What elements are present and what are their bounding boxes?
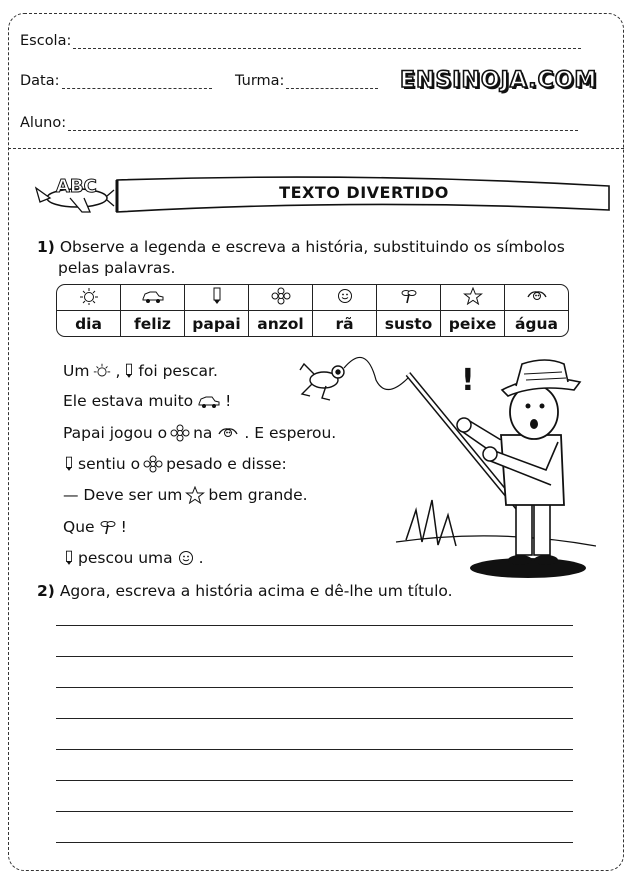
story-text: Ele estava muito <box>63 392 194 410</box>
student-input-line[interactable] <box>68 117 578 131</box>
legend-table <box>56 284 569 337</box>
site-logo: ENSINOJA.COM <box>400 68 598 93</box>
legend-word: peixe <box>441 311 505 336</box>
q1-text-line2: pelas palavras. <box>58 259 176 277</box>
sun-icon <box>78 287 100 305</box>
date-label: Data: <box>20 73 60 89</box>
pencil-icon <box>210 287 224 305</box>
legend-cell-smiley <box>313 285 377 311</box>
boy-fishing-illustration <box>296 350 596 585</box>
pencil-icon <box>63 549 75 567</box>
legend-word: água <box>514 314 559 333</box>
story-text: ! <box>225 392 232 410</box>
story-text: pescou uma <box>78 549 173 567</box>
car-icon <box>196 392 222 410</box>
writing-line[interactable] <box>56 625 573 626</box>
pencil-icon <box>123 362 135 380</box>
legend-cell-flower <box>249 285 313 311</box>
legend-cell-pencil <box>185 285 249 311</box>
bug-icon <box>98 518 118 536</box>
legend-word: susto <box>377 311 441 336</box>
story-line-2 <box>63 392 231 410</box>
legend-word-row <box>57 311 568 336</box>
writing-line[interactable] <box>56 842 573 843</box>
writing-line[interactable] <box>56 718 573 719</box>
school-field[interactable] <box>20 33 581 49</box>
story-text: pesado e disse: <box>166 455 287 473</box>
smiley-icon <box>335 287 355 305</box>
pencil-icon <box>63 455 75 473</box>
legend-word: feliz <box>121 311 185 336</box>
flower-icon <box>143 455 163 473</box>
legend-cell-sun <box>57 285 121 311</box>
story-line-7 <box>63 549 204 567</box>
story-line-6 <box>63 518 127 536</box>
bird-icon <box>524 287 550 305</box>
star-icon <box>185 486 205 504</box>
writing-line[interactable] <box>56 780 573 781</box>
story-text: Que <box>63 518 95 536</box>
story-text: na <box>193 424 213 442</box>
legend-cell-car <box>121 285 185 311</box>
legend-cell-bug <box>377 285 441 311</box>
bug-icon <box>399 287 419 305</box>
class-input-line[interactable] <box>286 75 378 89</box>
class-field[interactable] <box>235 73 378 89</box>
abc-plane-icon <box>30 168 120 216</box>
bird-icon <box>215 424 241 442</box>
story-text: Um <box>63 362 90 380</box>
legend-word: rã <box>313 311 377 336</box>
class-label: Turma: <box>235 73 285 89</box>
flower-icon <box>271 287 291 305</box>
story-text: sentiu o <box>78 455 141 473</box>
q1-text-line1: Observe a legenda e escreva a história, substituindo os símbolos <box>59 238 565 256</box>
date-field[interactable] <box>20 73 212 89</box>
story-line-4 <box>63 455 287 473</box>
story-text: — Deve ser um <box>63 486 183 504</box>
q1-number: 1) <box>37 238 55 256</box>
flower-icon <box>170 424 190 442</box>
story-text: , <box>115 362 121 380</box>
story-text: ! <box>120 518 127 536</box>
story-line-5 <box>63 486 308 504</box>
q2-text: Agora, escreva a história acima e dê-lhe um título. <box>59 582 453 600</box>
story-text: . E esperou. <box>244 424 337 442</box>
smiley-icon <box>176 549 196 567</box>
story-text: . <box>198 549 204 567</box>
student-label: Aluno: <box>20 115 67 131</box>
question-2 <box>37 580 453 602</box>
sun-icon <box>92 362 112 380</box>
writing-line[interactable] <box>56 749 573 750</box>
legend-icon-row <box>57 285 568 311</box>
legend-cell-star <box>441 285 505 311</box>
school-label: Escola: <box>20 33 72 49</box>
writing-line[interactable] <box>56 656 573 657</box>
date-input-line[interactable] <box>62 75 212 89</box>
frog-icon <box>300 364 344 400</box>
legend-cell-bird <box>505 285 568 311</box>
story-text: bem grande. <box>208 486 308 504</box>
story-text: Papai jogou o <box>63 424 168 442</box>
writing-line[interactable] <box>56 811 573 812</box>
story-text: foi pescar. <box>138 362 218 380</box>
header-separator <box>8 148 624 149</box>
student-field[interactable] <box>20 115 578 131</box>
page-title: TEXTO DIVERTIDO <box>279 183 449 202</box>
q2-number: 2) <box>37 582 55 600</box>
story-line-1 <box>63 362 218 380</box>
legend-word: dia <box>57 311 121 336</box>
exclamation-mark: ! <box>461 363 475 398</box>
star-icon <box>463 287 483 305</box>
question-1 <box>37 236 565 258</box>
school-input-line[interactable] <box>73 35 581 49</box>
legend-word: papai <box>185 311 249 336</box>
plane-letters: ABC <box>56 176 97 197</box>
legend-word: anzol <box>249 311 313 336</box>
writing-line[interactable] <box>56 687 573 688</box>
car-icon <box>140 287 166 305</box>
